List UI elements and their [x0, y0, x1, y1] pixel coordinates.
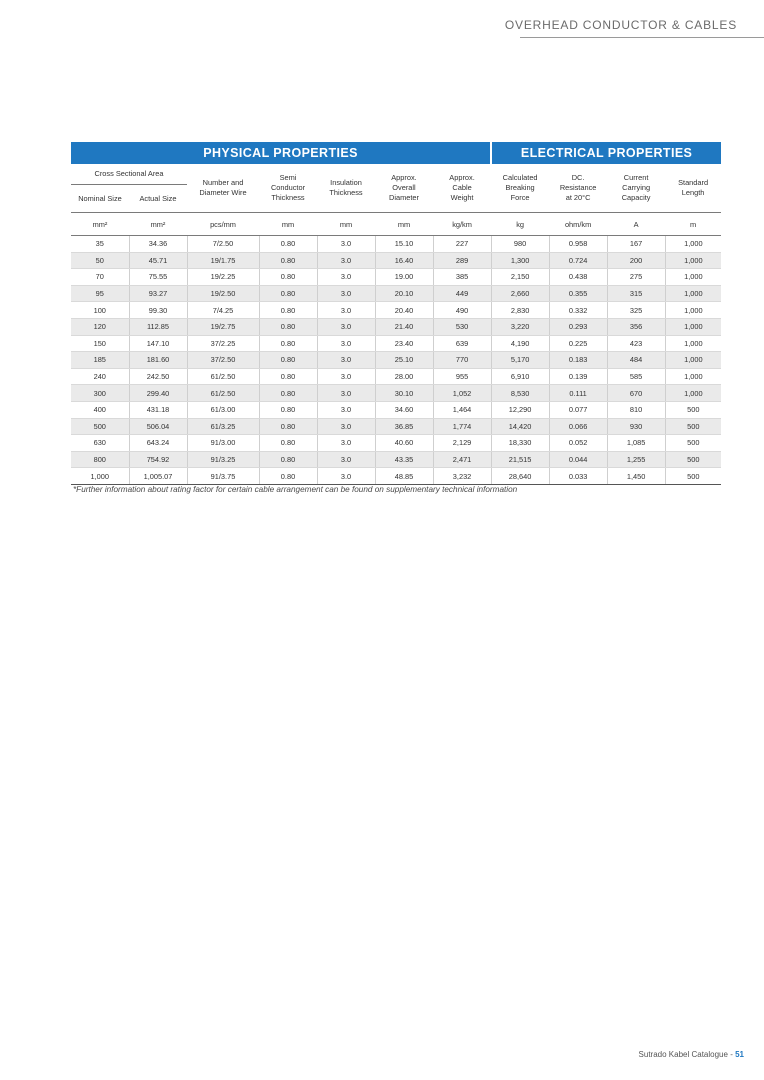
table-cell: 385 — [433, 269, 491, 286]
table-cell: 37/2.25 — [187, 335, 259, 352]
table-row — [71, 252, 721, 269]
table-cell: 1,000 — [665, 318, 721, 335]
table-cell: 1,000 — [665, 385, 721, 402]
table-cell: 1,000 — [665, 252, 721, 269]
table-cell: 770 — [433, 352, 491, 369]
col-number-diameter-wire: Number and Diameter Wire — [199, 178, 247, 197]
table-cell: 3.0 — [317, 468, 375, 485]
table-cell: 7/4.25 — [187, 302, 259, 319]
table-cell: 48.85 — [375, 468, 433, 485]
table-cell: 1,300 — [491, 252, 549, 269]
col-semi-conductor-thickness: Semi Conductor Thickness — [270, 173, 306, 202]
table-row — [71, 385, 721, 402]
table-cell: 1,000 — [665, 269, 721, 286]
table-cell: 35 — [71, 236, 129, 253]
table-cell: 50 — [71, 252, 129, 269]
table-cell: 28,640 — [491, 468, 549, 485]
table-cell: 3.0 — [317, 269, 375, 286]
table-cell: 1,000 — [665, 352, 721, 369]
table-cell: 0.438 — [549, 269, 607, 286]
table-cell: 449 — [433, 285, 491, 302]
col-nominal-size: Nominal Size — [78, 193, 122, 203]
table-cell: 240 — [71, 368, 129, 385]
table-cell: 0.958 — [549, 236, 607, 253]
table-cell: 0.225 — [549, 335, 607, 352]
table-body — [71, 236, 721, 485]
table-cell: 0.80 — [259, 468, 317, 485]
table-cell: 530 — [433, 318, 491, 335]
unit-cell: mm — [259, 213, 317, 236]
table-cell: 61/2.50 — [187, 368, 259, 385]
unit-cell: m — [665, 213, 721, 236]
table-cell: 23.40 — [375, 335, 433, 352]
table-cell: 0.80 — [259, 236, 317, 253]
table-cell: 0.139 — [549, 368, 607, 385]
table-cell: 0.80 — [259, 335, 317, 352]
col-actual-size: Actual Size — [139, 193, 177, 203]
table-cell: 0.80 — [259, 285, 317, 302]
table-cell: 3.0 — [317, 302, 375, 319]
table-cell: 500 — [665, 418, 721, 435]
table-cell: 490 — [433, 302, 491, 319]
table-cell: 16.40 — [375, 252, 433, 269]
table-cell: 1,774 — [433, 418, 491, 435]
table-cell: 4,190 — [491, 335, 549, 352]
footer-separator: - — [730, 1050, 733, 1059]
table-cell: 2,830 — [491, 302, 549, 319]
col-breaking-force: Calculated Breaking Force — [502, 173, 538, 202]
table-cell: 1,255 — [607, 451, 665, 468]
table-cell: 1,085 — [607, 435, 665, 452]
table-cell: 167 — [607, 236, 665, 253]
table-cell: 0.80 — [259, 252, 317, 269]
table-cell: 34.36 — [129, 236, 187, 253]
table-cell: 800 — [71, 451, 129, 468]
table-cell: 0.80 — [259, 418, 317, 435]
page-footer — [639, 1050, 744, 1059]
table-cell: 70 — [71, 269, 129, 286]
table-cell: 181.60 — [129, 352, 187, 369]
table-cell: 75.55 — [129, 269, 187, 286]
table-cell: 20.40 — [375, 302, 433, 319]
table-cell: 0.183 — [549, 352, 607, 369]
table-cell: 3.0 — [317, 368, 375, 385]
col-overall-diameter: Approx. Overall Diameter — [389, 173, 419, 202]
table-cell: 754.92 — [129, 451, 187, 468]
table-cell: 242.50 — [129, 368, 187, 385]
table-cell: 1,005.07 — [129, 468, 187, 485]
col-standard-length: Standard Length — [678, 178, 709, 197]
table-cell: 19.00 — [375, 269, 433, 286]
table-cell: 289 — [433, 252, 491, 269]
table-cell: 810 — [607, 401, 665, 418]
catalogue-name: Sutrado Kabel Catalogue — [638, 1050, 728, 1059]
table-cell: 0.80 — [259, 385, 317, 402]
page-section-title: OVERHEAD CONDUCTOR & CABLES — [504, 18, 737, 32]
table-cell: 0.066 — [549, 418, 607, 435]
table-cell: 275 — [607, 269, 665, 286]
table-row — [71, 368, 721, 385]
table-cell: 45.71 — [129, 252, 187, 269]
table-cell: 400 — [71, 401, 129, 418]
unit-cell: mm² — [129, 213, 187, 236]
table-cell: 100 — [71, 302, 129, 319]
table-cell: 2,129 — [433, 435, 491, 452]
table-cell: 500 — [71, 418, 129, 435]
table-cell: 1,000 — [71, 468, 129, 485]
table-cell: 3.0 — [317, 352, 375, 369]
table-cell: 0.80 — [259, 451, 317, 468]
table-cell: 325 — [607, 302, 665, 319]
table-cell: 1,000 — [665, 285, 721, 302]
table-cell: 0.332 — [549, 302, 607, 319]
table-cell: 1,000 — [665, 368, 721, 385]
table-cell: 0.80 — [259, 318, 317, 335]
table-cell: 14,420 — [491, 418, 549, 435]
table-cell: 25.10 — [375, 352, 433, 369]
table-cell: 1,000 — [665, 335, 721, 352]
table-cell: 500 — [665, 468, 721, 485]
table-cell: 0.111 — [549, 385, 607, 402]
table-cell: 0.80 — [259, 302, 317, 319]
table-cell: 300 — [71, 385, 129, 402]
table-cell: 61/3.25 — [187, 418, 259, 435]
table-cell: 670 — [607, 385, 665, 402]
table-cell: 3.0 — [317, 401, 375, 418]
table-cell: 0.033 — [549, 468, 607, 485]
table-cell: 3.0 — [317, 418, 375, 435]
footnote: *Further information about rating factor for certain cable arrangement can be found on supplementary technical information — [73, 485, 518, 494]
table-cell: 500 — [665, 401, 721, 418]
table-cell: 3.0 — [317, 435, 375, 452]
table-cell: 630 — [71, 435, 129, 452]
table-row — [71, 435, 721, 452]
table-cell: 299.40 — [129, 385, 187, 402]
table-cell: 6,910 — [491, 368, 549, 385]
table-cell: 7/2.50 — [187, 236, 259, 253]
col-insulation-thickness: Insulation Thickness — [329, 178, 363, 197]
table-cell: 93.27 — [129, 285, 187, 302]
table-cell: 980 — [491, 236, 549, 253]
table-cell: 1,000 — [665, 236, 721, 253]
table-cell: 120 — [71, 318, 129, 335]
table-cell: 506.04 — [129, 418, 187, 435]
table-cell: 639 — [433, 335, 491, 352]
table-cell: 1,000 — [665, 302, 721, 319]
table-cell: 0.80 — [259, 269, 317, 286]
unit-cell: kg — [491, 213, 549, 236]
table-cell: 61/2.50 — [187, 385, 259, 402]
table-cell: 61/3.00 — [187, 401, 259, 418]
table-cell: 0.355 — [549, 285, 607, 302]
table-cell: 8,530 — [491, 385, 549, 402]
col-dc-resistance: DC. Resistance at 20°C — [559, 173, 597, 202]
col-current-capacity: Current Carrying Capacity — [621, 173, 651, 202]
table-cell: 19/2.75 — [187, 318, 259, 335]
table-cell: 227 — [433, 236, 491, 253]
table-row — [71, 318, 721, 335]
table-cell: 37/2.50 — [187, 352, 259, 369]
table-cell: 3.0 — [317, 252, 375, 269]
table-cell: 147.10 — [129, 335, 187, 352]
table-row — [71, 451, 721, 468]
table-row — [71, 285, 721, 302]
unit-cell: kg/km — [433, 213, 491, 236]
table-cell: 18,330 — [491, 435, 549, 452]
table-cell: 3.0 — [317, 451, 375, 468]
table-cell: 91/3.00 — [187, 435, 259, 452]
table-cell: 1,450 — [607, 468, 665, 485]
table-cell: 5,170 — [491, 352, 549, 369]
table-row — [71, 468, 721, 485]
table-cell: 34.60 — [375, 401, 433, 418]
table-row — [71, 269, 721, 286]
table-cell: 3,232 — [433, 468, 491, 485]
table-row — [71, 352, 721, 369]
table-cell: 3,220 — [491, 318, 549, 335]
table-cell: 12,290 — [491, 401, 549, 418]
table-cell: 19/1.75 — [187, 252, 259, 269]
table-cell: 15.10 — [375, 236, 433, 253]
table-cell: 315 — [607, 285, 665, 302]
table-cell: 431.18 — [129, 401, 187, 418]
unit-cell: ohm/km — [549, 213, 607, 236]
table-row — [71, 335, 721, 352]
table-cell: 585 — [607, 368, 665, 385]
col-cable-weight: Approx. Cable Weight — [449, 173, 475, 202]
table-cell: 91/3.75 — [187, 468, 259, 485]
table-cell: 3.0 — [317, 236, 375, 253]
electrical-properties-header: ELECTRICAL PROPERTIES — [491, 142, 721, 164]
table-cell: 500 — [665, 435, 721, 452]
table-cell: 0.044 — [549, 451, 607, 468]
table-cell: 112.85 — [129, 318, 187, 335]
unit-cell: mm — [375, 213, 433, 236]
physical-properties-header: PHYSICAL PROPERTIES — [71, 142, 491, 164]
cable-properties-table — [71, 142, 721, 485]
table-cell: 0.077 — [549, 401, 607, 418]
table-cell: 0.80 — [259, 401, 317, 418]
table-row — [71, 418, 721, 435]
table-cell: 43.35 — [375, 451, 433, 468]
table-cell: 955 — [433, 368, 491, 385]
table-cell: 1,464 — [433, 401, 491, 418]
page-number: 51 — [735, 1050, 744, 1059]
table-cell: 0.724 — [549, 252, 607, 269]
table-cell: 91/3.25 — [187, 451, 259, 468]
table-cell: 30.10 — [375, 385, 433, 402]
table-row — [71, 302, 721, 319]
table-cell: 21,515 — [491, 451, 549, 468]
table-cell: 3.0 — [317, 335, 375, 352]
table-cell: 200 — [607, 252, 665, 269]
table-cell: 356 — [607, 318, 665, 335]
table-cell: 3.0 — [317, 385, 375, 402]
cross-sectional-area-header: Cross Sectional Area — [71, 164, 187, 185]
unit-cell: mm — [317, 213, 375, 236]
unit-cell: A — [607, 213, 665, 236]
table-cell: 0.80 — [259, 352, 317, 369]
table-cell: 0.80 — [259, 435, 317, 452]
table-cell: 19/2.25 — [187, 269, 259, 286]
table-cell: 2,150 — [491, 269, 549, 286]
table-cell: 423 — [607, 335, 665, 352]
table-cell: 36.85 — [375, 418, 433, 435]
table-cell: 95 — [71, 285, 129, 302]
table-cell: 484 — [607, 352, 665, 369]
table-cell: 20.10 — [375, 285, 433, 302]
table-cell: 2,471 — [433, 451, 491, 468]
table-cell: 19/2.50 — [187, 285, 259, 302]
table-cell: 28.00 — [375, 368, 433, 385]
table-cell: 643.24 — [129, 435, 187, 452]
table-cell: 0.293 — [549, 318, 607, 335]
table-cell: 150 — [71, 335, 129, 352]
unit-cell: pcs/mm — [187, 213, 259, 236]
table-cell: 3.0 — [317, 285, 375, 302]
table-cell: 0.052 — [549, 435, 607, 452]
table-cell: 185 — [71, 352, 129, 369]
table-cell: 930 — [607, 418, 665, 435]
table-cell: 21.40 — [375, 318, 433, 335]
header-rule — [520, 37, 764, 38]
table-cell: 1,052 — [433, 385, 491, 402]
unit-cell: mm² — [71, 213, 129, 236]
table-cell: 99.30 — [129, 302, 187, 319]
table-cell: 500 — [665, 451, 721, 468]
table-cell: 3.0 — [317, 318, 375, 335]
table-cell: 40.60 — [375, 435, 433, 452]
table-cell: 2,660 — [491, 285, 549, 302]
table-row — [71, 236, 721, 253]
table-cell: 0.80 — [259, 368, 317, 385]
table-row — [71, 401, 721, 418]
